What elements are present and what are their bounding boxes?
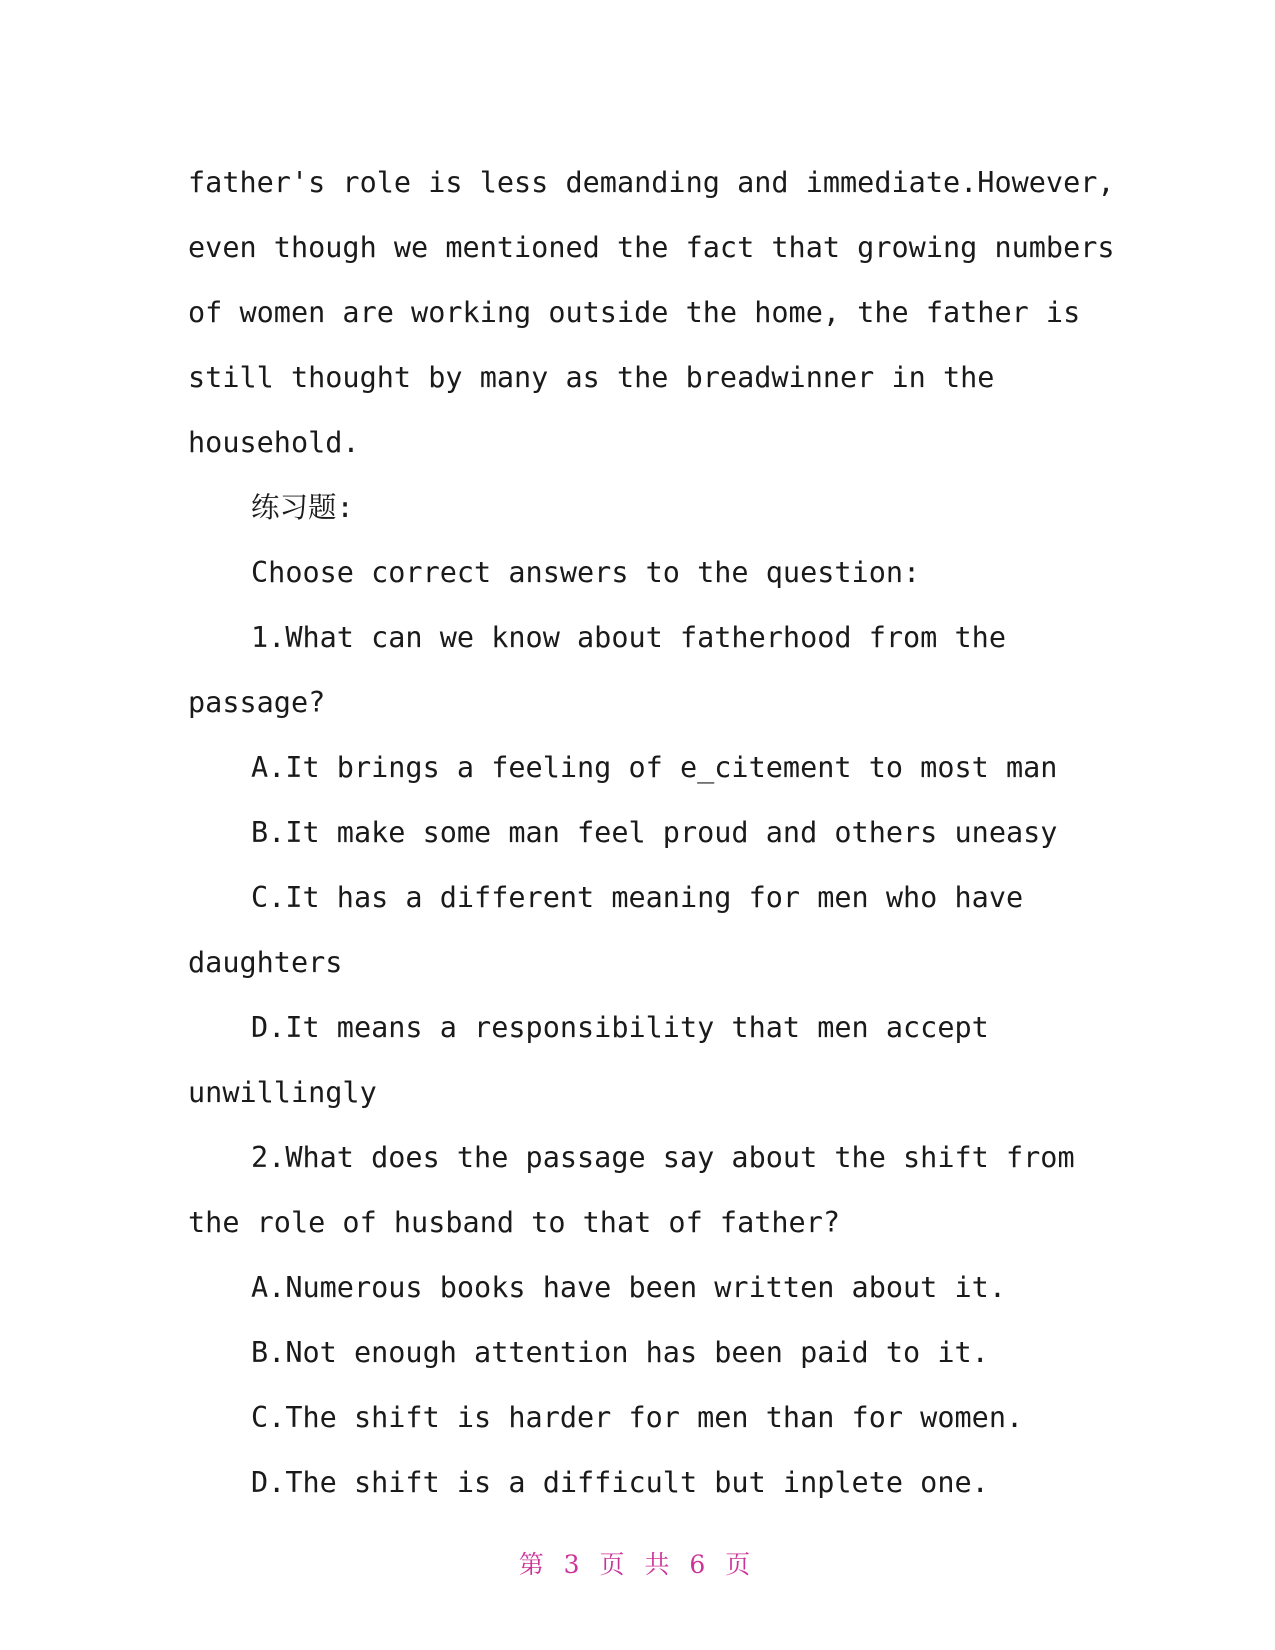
- text-line: even though we mentioned the fact that growing numbers: [188, 231, 1115, 264]
- question-1-option-d: D.It means a responsibility that men accept: [251, 1011, 989, 1044]
- instruction-line: Choose correct answers to the question:: [251, 556, 921, 589]
- question-2-option-d: D.The shift is a difficult but inplete one.: [251, 1466, 989, 1499]
- question-2-option-a: A.Numerous books have been written about it.: [251, 1271, 1006, 1304]
- text-line: father's role is less demanding and immediate.However,: [188, 166, 1115, 199]
- question-2-option-c: C.The shift is harder for men than for women.: [251, 1401, 1024, 1434]
- text-line: still thought by many as the breadwinner in the: [188, 361, 995, 394]
- question-2-continued: the role of husband to that of father?: [188, 1206, 841, 1239]
- page-body: [188, 150, 1115, 1515]
- text-line: of women are working outside the home, the father is: [188, 296, 1081, 329]
- question-2: 2.What does the passage say about the shift from: [251, 1141, 1075, 1174]
- question-1: 1.What can we know about fatherhood from the: [251, 621, 1006, 654]
- exercise-heading: 练习题:: [251, 491, 354, 524]
- question-1-option-b: B.It make some man feel proud and others uneasy: [251, 816, 1058, 849]
- question-1-option-a: A.It brings a feeling of e_citement to most man: [251, 751, 1058, 784]
- text-line: household.: [188, 426, 360, 459]
- question-2-option-b: B.Not enough attention has been paid to it.: [251, 1336, 989, 1369]
- page-number-footer: 第 3 页 共 6 页: [518, 1550, 757, 1579]
- question-1-option-c-continued: daughters: [188, 946, 343, 979]
- question-1-continued: passage?: [188, 686, 326, 719]
- question-1-option-d-continued: unwillingly: [188, 1076, 377, 1109]
- question-1-option-c: C.It has a different meaning for men who have: [251, 881, 1024, 914]
